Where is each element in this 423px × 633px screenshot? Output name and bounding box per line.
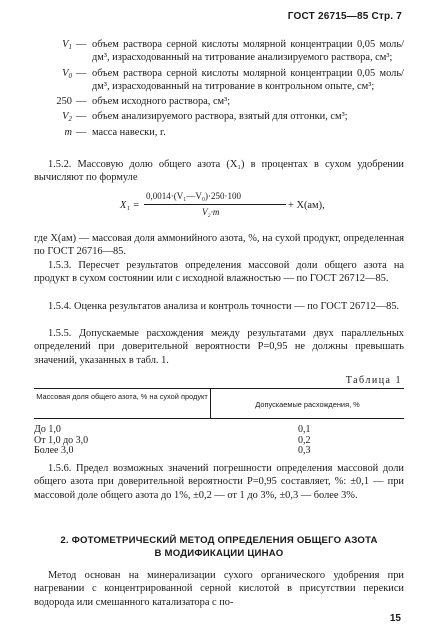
fraction-bar xyxy=(144,204,286,205)
definition-text: объем раствора серной кислоты молярной концентрации 0,05 моль/дм³, израсходованный на титрование в контрольном опыте, см³; xyxy=(92,67,404,92)
table-cell-range: От 1,0 до 3,0 xyxy=(34,434,89,446)
paragraph-1-5-5: 1.5.5. Допускаемые расхождения между результатами двух параллельных определений при доверительной вероятности P=0,95 не должны превышать значений, указанных в табл. 1. xyxy=(34,328,404,366)
formula-rhs: + X(ам), xyxy=(288,200,325,211)
table-cell-value: 0,1 xyxy=(298,424,311,435)
table-header-mass-fraction: Массовая доля общего азота, % на сухой продукт xyxy=(36,392,208,401)
formula-numerator: 0,0014·(V₁—V₀)·250·100 xyxy=(146,191,242,201)
definition-dash: — xyxy=(76,39,87,50)
definition-dash: — xyxy=(76,96,87,108)
paragraph-1-5-6: 1.5.6. Предел возможных значений погрешности определения массовой доли общего азота при доверительной вероятности P=0,95 составляет, %: ±0,1 — при массовой доле общего азота до 1%, ±0,2 — от 1 до 3%, ±0,3 — более 3%. xyxy=(34,463,404,501)
definition-symbol: $V_2$ xyxy=(62,111,72,124)
definition-v2 xyxy=(34,110,404,123)
table-body xyxy=(34,425,404,457)
definition-symbol: $V_0$ xyxy=(62,67,72,80)
definition-symbol: $V_1$ xyxy=(62,39,72,51)
page-number: 15 xyxy=(389,613,401,624)
table-1 xyxy=(34,388,404,454)
section-title-line-1: 2. ФОТОМЕТРИЧЕСКИЙ МЕТОД ОПРЕДЕЛЕНИЯ ОБЩЕГО АЗОТА xyxy=(60,535,378,546)
definition-dash: — xyxy=(76,111,87,123)
section-title-line-2: В МОДИФИКАЦИИ ЦИНАО xyxy=(154,548,284,559)
definition-text: объем раствора серной кислоты молярной концентрации 0,05 моль/дм³, израсходованный на титрование анализируемого раствора, см³; xyxy=(92,39,404,64)
table-cell-value: 0,2 xyxy=(298,434,311,446)
definition-symbol: m xyxy=(64,126,72,138)
paragraph-where: где X(ам) — массовая доля аммонийного азота, %, на сухой продукт, определенная по ГОСТ 26716—85. xyxy=(34,233,404,258)
table-row xyxy=(34,425,404,436)
definition-text: масса навески, г. xyxy=(92,126,166,138)
table-cell-range: Более 3,0 xyxy=(34,445,74,456)
formula-lhs: X₁ = xyxy=(120,200,140,211)
table-top-rule xyxy=(34,388,404,389)
table-caption: Таблица 1 xyxy=(345,375,402,386)
page-header: ГОСТ 26715—85 Стр. 7 xyxy=(287,11,402,22)
definition-dash: — xyxy=(76,67,87,79)
table-row xyxy=(34,436,404,447)
definition-m xyxy=(34,126,404,139)
table-cell-value: 0,3 xyxy=(298,445,311,456)
table-header-rule xyxy=(34,418,404,419)
formula-denominator: V₂·m xyxy=(202,207,220,217)
variable-definitions xyxy=(34,38,404,141)
definition-text: объем исходного раствора, см³; xyxy=(92,96,231,108)
paragraph-1-5-3: 1.5.3. Пересчет результатов определения массовой доли общего азота на продукт в сухом состоянии или с исходной влажностью — по ГОСТ 26712—85. xyxy=(34,260,404,285)
table-cell-range: До 1,0 xyxy=(34,424,61,435)
definition-symbol: 250 xyxy=(56,96,72,108)
definition-v0 xyxy=(34,67,404,94)
definition-text: объем анализируемого раствора, взятый для отгонки, см³; xyxy=(92,111,348,123)
table-row xyxy=(34,446,404,457)
definition-v1 xyxy=(34,38,404,65)
paragraph-1-5-2: 1.5.2. Массовую долю общего азота (X₁) в процентах в сухом удобрении вычисляют по формуле xyxy=(34,159,404,184)
paragraph-method: Метод основан на минерализации сухого органического удобрения при нагревании с концентрированной серной кислотой в присутствии перекиси водорода или смешанного катализатора с по- xyxy=(34,570,404,608)
formula-x1 xyxy=(120,188,360,224)
table-header-tolerance: Допускаемые расхождения, % xyxy=(255,400,360,409)
definition-250 xyxy=(34,95,404,108)
definition-dash: — xyxy=(76,126,87,138)
paragraph-1-5-4: 1.5.4. Оценка результатов анализа и контроль точности — по ГОСТ 26712—85. xyxy=(48,301,400,312)
